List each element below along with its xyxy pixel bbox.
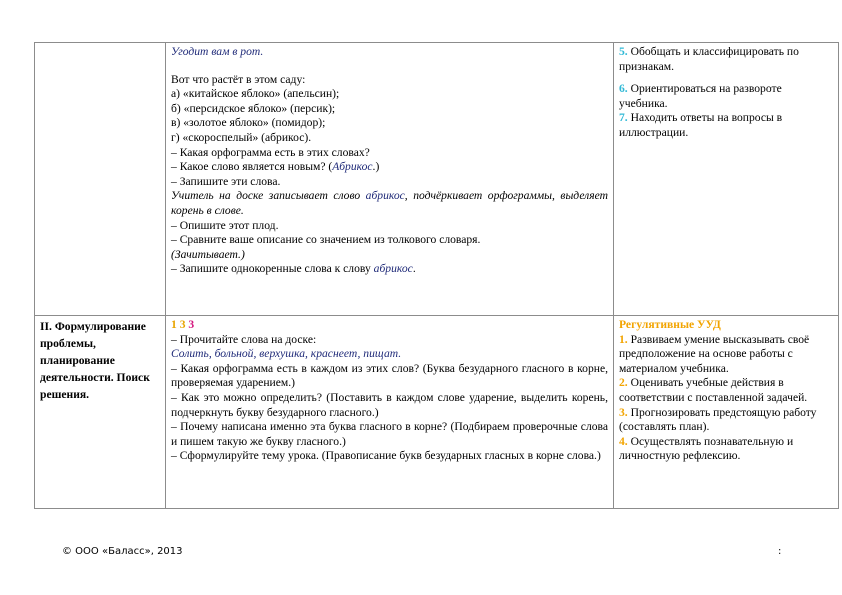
dialog-line: – Какая орфограмма есть в каждом из этих слов? (Буква безударного гласного в корне, проверяемая ударением.) [171,361,608,390]
question-write: – Запишите эти слова. [171,174,281,188]
question-new-word: – Какое слово является новым? (Абрикос.) [171,160,380,174]
table-row [35,43,839,316]
uud-item: 1. Развиваем умение высказывать своё предположение на основе работы с материалом учебника. [619,332,810,375]
option-b: б) «персидское яблоко» (персик); [171,101,336,115]
question-orthogram: – Какая орфограмма есть в этих словах? [171,145,370,159]
skill-item: 7. Находить ответы на вопросы в иллюстрации. [619,111,783,139]
question-describe: – Опишите этот плод. [171,218,279,232]
task-read: – Прочитайте слова на доске: [171,332,317,346]
skill-item: 6. Ориентироваться на развороте учебника. [619,82,782,110]
table-row [35,316,839,509]
footer-mark: : [778,546,782,557]
stage-label: II. Формулирование проблемы, планирование деятельности. Поиск решения. [40,320,150,401]
footer-copyright: © ООО «Баласс», 2013 [62,546,183,557]
dialog-line: – Как это можно определить? (Поставить в каждом слове ударение, выделить корень, подчеркнуть букву безударного гласного.) [171,390,608,419]
word-apricot: Абрикос [332,160,373,174]
uud-item: 4. Осуществлять познавательную и личностную рефлексию. [619,434,794,463]
option-c: в) «золотое яблоко» (помидор); [171,116,326,130]
uud-cell [614,316,839,509]
stage-cell [35,316,166,509]
dialog-line: – Почему написана именно эта буква гласного в корне? (Подбираем проверочные слова и пишем такую же букву гласного.) [171,420,608,448]
garden-intro: Вот что растёт в этом саду: [171,72,306,86]
option-d: г) «скороспелый» (абрикос). [171,130,312,144]
uud-title: Регулятивные УУД [619,318,721,331]
lesson-table [34,42,839,509]
riddle-line: Угодит вам в рот. [171,45,264,58]
word-apricot-board: абрикос [365,189,405,203]
teacher-note: Учитель на доске записывает слово абрикос, подчёркивает орфограммы, выделяет корень в слове. [171,189,608,217]
reading-note: (Зачитывает.) [171,247,245,261]
question-cognates: – Запишите однокоренные слова к слову абрикос. [171,262,416,276]
uud-item: 2. Оценивать учебные действия в соответствии с поставленной задачей. [619,376,808,404]
word-apricot-cognate: абрикос [373,262,413,276]
dialog-line: – Сформулируйте тему урока. (Правописание букв безударных гласных в корне слова.) [171,449,601,463]
uud-item: 3. Прогнозировать предстоящую работу (составлять план). [619,405,817,434]
stage-cell [35,43,166,316]
board-words: Солить, больной, верхушка, краснеет, пищат. [171,347,402,361]
activity-cell [166,43,614,316]
level-markers: 1 3 3 [171,318,195,331]
question-compare: – Сравните ваше описание со значением из толкового словаря. [171,233,481,247]
skill-item: 5. Обобщать и классифицировать по признакам. [619,45,799,73]
option-a: а) «китайское яблоко» (апельсин); [171,87,340,101]
activity-cell [166,316,614,509]
skills-cell [614,43,839,316]
